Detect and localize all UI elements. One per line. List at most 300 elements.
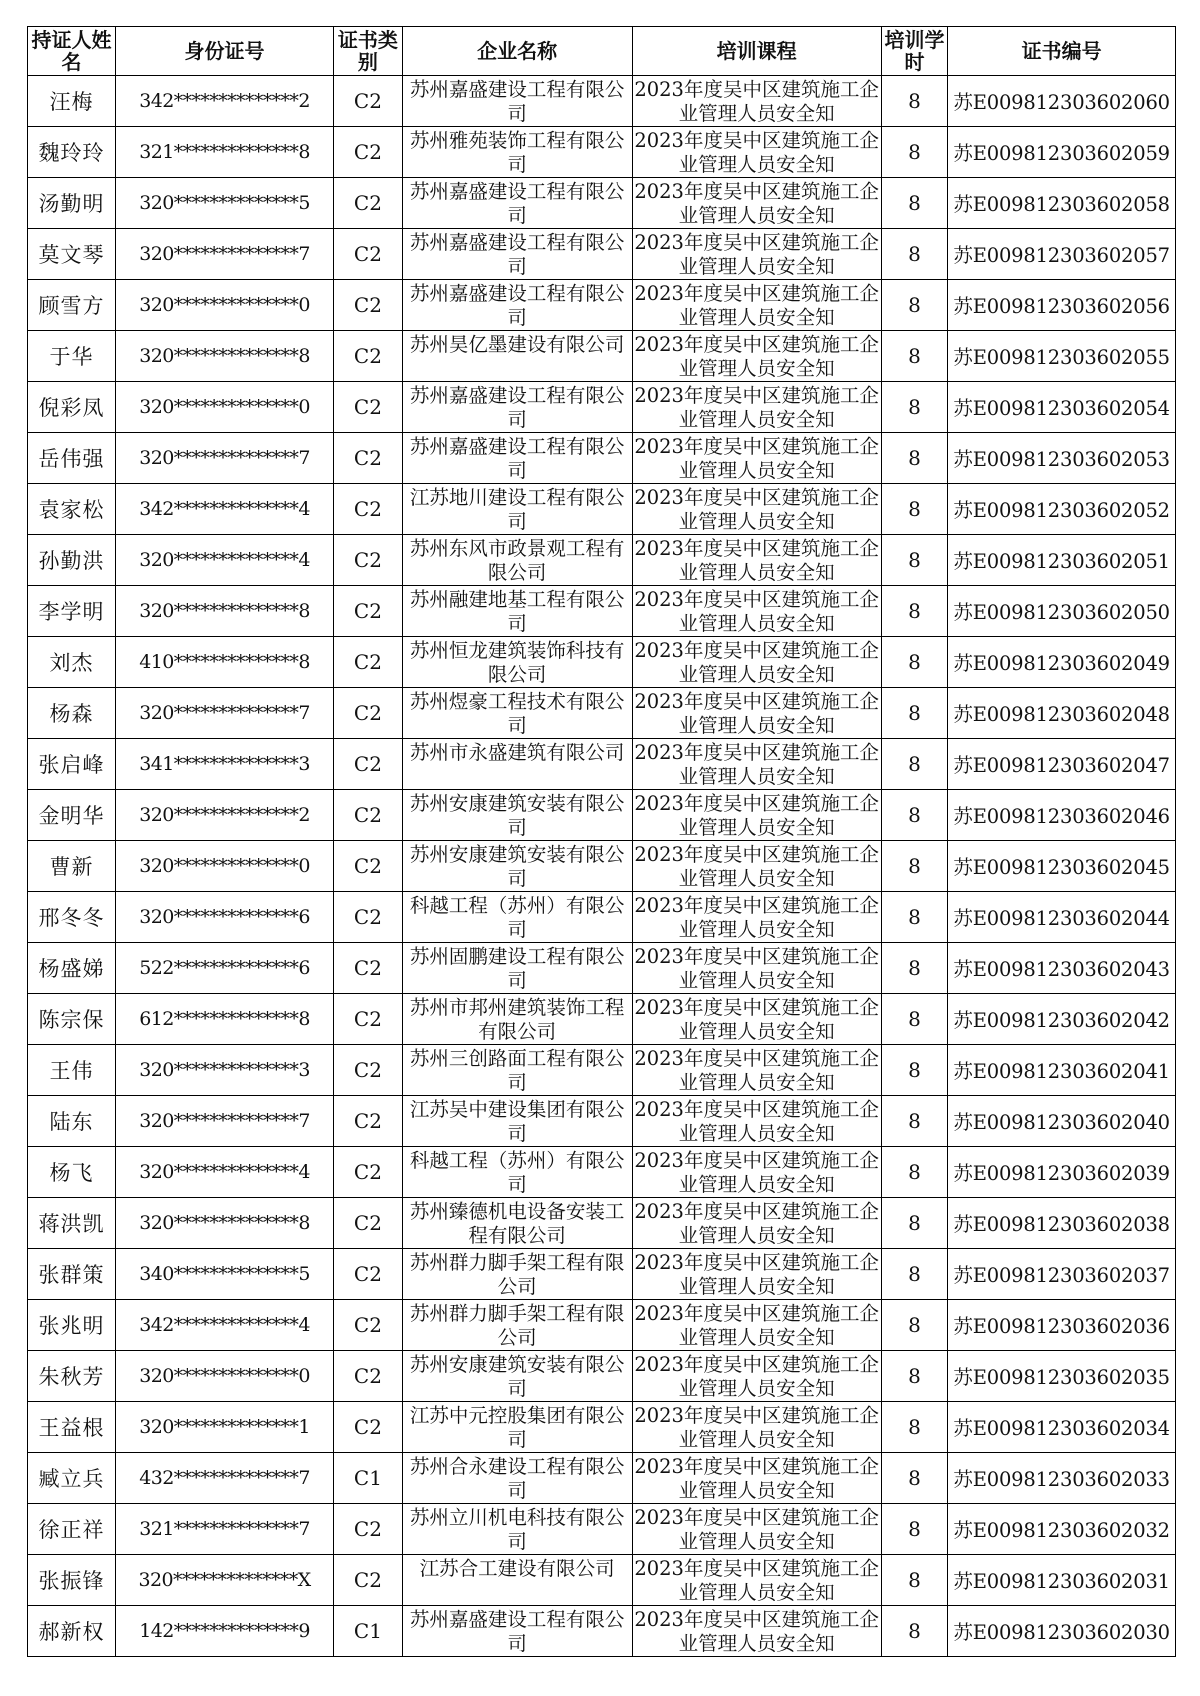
cell-training-course-cell [632,1096,881,1147]
cell-training-course: 2023年度吴中区建筑施工企业管理人员安全知 [634,894,879,941]
header-company-name: 企业名称 [402,27,632,76]
cell-cert-category: C2 [353,803,382,827]
cell-id-number-cell [116,943,334,994]
cell-holder-name-cell [28,1045,116,1096]
cell-cert-category-cell [334,1198,403,1249]
cell-cert-category-cell [334,433,403,484]
cell-training-course: 2023年度吴中区建筑施工企业管理人员安全知 [634,129,879,176]
cell-company-name: 苏州煜豪工程技术有限公司 [409,690,625,737]
cell-holder-name-cell [28,637,116,688]
cell-cert-number-cell [948,331,1176,382]
cell-cert-category: C1 [353,1466,382,1490]
cell-training-hours: 8 [908,395,921,419]
cell-holder-name: 孙勤洪 [38,549,105,573]
header-row [28,27,1176,76]
cell-company-name: 苏州嘉盛建设工程有限公司 [409,1608,625,1655]
cell-cert-category: C2 [353,1568,382,1592]
cell-training-course: 2023年度吴中区建筑施工企业管理人员安全知 [634,180,879,227]
cell-training-hours: 8 [908,1466,921,1490]
cell-id-number: 320**************4 [139,1161,310,1183]
cell-training-hours-cell [881,1147,948,1198]
cell-holder-name-cell [28,892,116,943]
cell-holder-name-cell [28,1249,116,1300]
cell-cert-number-cell [948,1096,1176,1147]
cell-id-number-cell [116,586,334,637]
cell-cert-number: 苏E009812303602045 [953,856,1170,879]
cell-cert-category: C2 [353,1262,382,1286]
cell-training-course-cell [632,841,881,892]
cell-cert-number-cell [948,127,1176,178]
cell-cert-category-cell [334,1351,403,1402]
cell-training-hours-cell [881,739,948,790]
cell-company-name-cell [402,1453,632,1504]
cell-cert-number-cell [948,433,1176,484]
cell-cert-number-cell [948,1045,1176,1096]
cell-holder-name-cell [28,1555,116,1606]
table-row [28,331,1176,382]
cell-id-number-cell [116,1402,334,1453]
cell-cert-number: 苏E009812303602056 [953,295,1170,318]
cell-id-number: 321**************8 [139,141,310,163]
cell-id-number: 320**************8 [139,1212,310,1234]
cell-cert-category-cell [334,127,403,178]
cell-training-hours: 8 [908,701,921,725]
cell-training-hours: 8 [908,650,921,674]
cell-company-name: 苏州立川机电科技有限公司 [409,1506,625,1553]
cell-cert-category: C2 [353,1364,382,1388]
cell-id-number: 320**************4 [139,549,310,571]
cell-company-name: 苏州三创路面工程有限公司 [409,1047,625,1094]
cell-training-hours-cell [881,1249,948,1300]
cell-holder-name-cell [28,1453,116,1504]
cell-id-number: 320**************2 [139,804,310,826]
cell-cert-number-cell [948,943,1176,994]
cell-training-course-cell [632,1249,881,1300]
cell-id-number: 320**************0 [139,855,310,877]
cell-company-name-cell [402,1198,632,1249]
cell-cert-number: 苏E009812303602052 [953,499,1170,522]
cell-company-name: 苏州嘉盛建设工程有限公司 [409,435,625,482]
cell-training-course-cell [632,1300,881,1351]
cell-holder-name: 陆东 [49,1110,94,1134]
table-row [28,943,1176,994]
cell-training-course: 2023年度吴中区建筑施工企业管理人员安全知 [634,333,879,380]
cell-cert-category: C2 [353,1517,382,1541]
table-row [28,739,1176,790]
cell-training-course: 2023年度吴中区建筑施工企业管理人员安全知 [634,843,879,890]
cell-company-name-cell [402,994,632,1045]
cell-holder-name-cell [28,433,116,484]
cell-id-number-cell [116,688,334,739]
cell-id-number-cell [116,127,334,178]
cell-cert-category-cell [334,688,403,739]
cell-id-number: 320**************7 [139,447,310,469]
cell-cert-category: C2 [353,191,382,215]
cell-cert-number: 苏E009812303602059 [953,142,1170,165]
cell-cert-category-cell [334,1504,403,1555]
cell-holder-name: 汤勤明 [38,192,105,216]
cell-company-name: 科越工程（苏州）有限公司 [409,1149,625,1196]
cell-training-hours-cell [881,1606,948,1657]
cell-id-number: 320**************X [138,1569,311,1591]
cell-holder-name: 张兆明 [38,1314,105,1338]
cell-cert-category-cell [334,1555,403,1606]
cell-training-course-cell [632,790,881,841]
cell-holder-name: 金明华 [38,804,105,828]
header-cert-number: 证书编号 [948,27,1176,76]
cell-holder-name: 王益根 [38,1416,105,1440]
cell-id-number: 612**************8 [139,1008,310,1030]
cell-holder-name: 岳伟强 [38,447,105,471]
cell-cert-number: 苏E009812303602043 [953,958,1170,981]
cell-training-course: 2023年度吴中区建筑施工企业管理人员安全知 [634,792,879,839]
cell-cert-category-cell [334,229,403,280]
cell-cert-number-cell [948,841,1176,892]
cell-holder-name-cell [28,1504,116,1555]
cell-cert-number-cell [948,1249,1176,1300]
cell-cert-category: C2 [353,854,382,878]
cell-training-hours: 8 [908,1568,921,1592]
cell-training-course: 2023年度吴中区建筑施工企业管理人员安全知 [634,1557,879,1604]
cell-training-course-cell [632,433,881,484]
table-row [28,178,1176,229]
cell-holder-name-cell [28,1402,116,1453]
cell-cert-category: C1 [353,1619,382,1643]
cell-training-course-cell [632,229,881,280]
cell-holder-name-cell [28,280,116,331]
cell-holder-name: 于华 [49,345,94,369]
header-training-hours: 培训学时 [881,27,948,76]
cell-cert-number: 苏E009812303602039 [953,1162,1170,1185]
cell-company-name-cell [402,382,632,433]
cell-cert-number-cell [948,892,1176,943]
cell-cert-number: 苏E009812303602053 [953,448,1170,471]
cell-holder-name-cell [28,1198,116,1249]
cell-id-number-cell [116,790,334,841]
cell-training-course: 2023年度吴中区建筑施工企业管理人员安全知 [634,639,879,686]
cell-id-number: 342**************4 [139,1314,310,1336]
cell-holder-name: 陈宗保 [38,1008,105,1032]
cell-holder-name: 莫文琴 [38,243,105,267]
cell-training-course-cell [632,1402,881,1453]
cell-training-course-cell [632,1198,881,1249]
cell-training-course: 2023年度吴中区建筑施工企业管理人员安全知 [634,1506,879,1553]
cell-id-number-cell [116,1606,334,1657]
cell-company-name: 苏州融建地基工程有限公司 [409,588,625,635]
cell-training-hours: 8 [908,1109,921,1133]
cell-id-number-cell [116,1045,334,1096]
cell-cert-number: 苏E009812303602030 [953,1621,1170,1644]
cell-company-name-cell [402,1504,632,1555]
table-row [28,1147,1176,1198]
cell-training-course-cell [632,892,881,943]
cell-id-number: 321**************7 [139,1518,310,1540]
cell-cert-number: 苏E009812303602041 [953,1060,1170,1083]
cell-id-number-cell [116,1147,334,1198]
cell-training-course-cell [632,178,881,229]
cell-cert-number: 苏E009812303602060 [953,91,1170,114]
cell-training-course: 2023年度吴中区建筑施工企业管理人员安全知 [634,486,879,533]
cell-cert-number-cell [948,484,1176,535]
table-row [28,994,1176,1045]
cell-company-name-cell [402,1402,632,1453]
cell-company-name-cell [402,331,632,382]
table-row [28,1300,1176,1351]
cell-company-name-cell [402,484,632,535]
cell-cert-category-cell [334,331,403,382]
cell-cert-category-cell [334,841,403,892]
cell-cert-number-cell [948,586,1176,637]
cell-training-hours: 8 [908,344,921,368]
cell-id-number-cell [116,1300,334,1351]
cell-id-number: 320**************7 [139,702,310,724]
table-body [28,76,1176,1657]
cell-training-course: 2023年度吴中区建筑施工企业管理人员安全知 [634,1149,879,1196]
cell-cert-category-cell [334,1045,403,1096]
cell-holder-name-cell [28,739,116,790]
cell-training-course-cell [632,535,881,586]
cell-cert-category: C2 [353,1313,382,1337]
cell-training-hours: 8 [908,1058,921,1082]
cell-training-course: 2023年度吴中区建筑施工企业管理人员安全知 [634,1455,879,1502]
cell-cert-number-cell [948,739,1176,790]
cell-holder-name: 杨盛娣 [38,957,105,981]
table-row [28,1504,1176,1555]
cell-company-name-cell [402,1045,632,1096]
cell-cert-number: 苏E009812303602037 [953,1264,1170,1287]
table-row [28,637,1176,688]
cell-company-name: 苏州市永盛建筑有限公司 [409,741,625,764]
cell-id-number-cell [116,76,334,127]
cell-cert-category-cell [334,994,403,1045]
cell-cert-category-cell [334,943,403,994]
cell-cert-number-cell [948,1147,1176,1198]
cell-cert-number-cell [948,637,1176,688]
table-row [28,1249,1176,1300]
cell-holder-name: 魏玲玲 [38,141,105,165]
cell-company-name: 江苏中元控股集团有限公司 [409,1404,625,1451]
table-row [28,1453,1176,1504]
cell-cert-category-cell [334,739,403,790]
cell-cert-category-cell [334,1606,403,1657]
cell-cert-number: 苏E009812303602044 [953,907,1170,930]
cell-training-hours-cell [881,637,948,688]
cell-cert-category-cell [334,1402,403,1453]
cell-training-hours-cell [881,484,948,535]
cell-holder-name-cell [28,1300,116,1351]
cell-training-course: 2023年度吴中区建筑施工企业管理人员安全知 [634,996,879,1043]
cell-cert-number: 苏E009812303602048 [953,703,1170,726]
cell-cert-category: C2 [353,650,382,674]
cell-company-name: 苏州嘉盛建设工程有限公司 [409,231,625,278]
cell-cert-category: C2 [353,1058,382,1082]
cell-training-course: 2023年度吴中区建筑施工企业管理人员安全知 [634,1404,879,1451]
cell-training-course-cell [632,1606,881,1657]
cell-training-course: 2023年度吴中区建筑施工企业管理人员安全知 [634,1047,879,1094]
cell-training-hours-cell [881,1402,948,1453]
cell-cert-number-cell [948,790,1176,841]
cell-cert-number-cell [948,1300,1176,1351]
cell-holder-name-cell [28,841,116,892]
cell-training-hours-cell [881,382,948,433]
cell-cert-number: 苏E009812303602049 [953,652,1170,675]
cell-training-course: 2023年度吴中区建筑施工企业管理人员安全知 [634,1608,879,1655]
cell-holder-name: 臧立兵 [38,1467,105,1491]
table-row [28,1198,1176,1249]
cell-id-number-cell [116,892,334,943]
cell-cert-category-cell [334,1096,403,1147]
cell-id-number: 340**************5 [139,1263,310,1285]
cell-company-name: 苏州雅苑装饰工程有限公司 [409,129,625,176]
cell-training-hours-cell [881,127,948,178]
cell-cert-number-cell [948,1198,1176,1249]
cell-training-course: 2023年度吴中区建筑施工企业管理人员安全知 [634,384,879,431]
cell-company-name-cell [402,433,632,484]
cell-training-hours: 8 [908,956,921,980]
cell-training-course: 2023年度吴中区建筑施工企业管理人员安全知 [634,1302,879,1349]
cell-cert-category-cell [334,76,403,127]
cell-cert-category-cell [334,382,403,433]
table-row [28,535,1176,586]
cell-company-name-cell [402,943,632,994]
table-header [28,27,1176,76]
cell-id-number: 320**************0 [139,396,310,418]
cell-holder-name: 郝新权 [38,1620,105,1644]
cell-id-number-cell [116,178,334,229]
cell-cert-number-cell [948,382,1176,433]
cell-training-hours: 8 [908,1007,921,1031]
cell-holder-name: 李学明 [38,600,105,624]
cell-training-course-cell [632,331,881,382]
cell-cert-number: 苏E009812303602031 [953,1570,1170,1593]
cell-holder-name-cell [28,229,116,280]
cell-training-hours-cell [881,229,948,280]
cell-holder-name: 顾雪方 [38,294,105,318]
cell-holder-name-cell [28,535,116,586]
cell-cert-category-cell [334,535,403,586]
cell-training-course-cell [632,1351,881,1402]
cell-cert-number-cell [948,1402,1176,1453]
cell-training-hours: 8 [908,293,921,317]
cell-id-number-cell [116,535,334,586]
cell-cert-number: 苏E009812303602046 [953,805,1170,828]
cell-cert-number-cell [948,1606,1176,1657]
cell-holder-name: 张启峰 [38,753,105,777]
cell-cert-category: C2 [353,1211,382,1235]
cell-company-name: 江苏地川建设工程有限公司 [409,486,625,533]
cell-cert-category: C2 [353,905,382,929]
table-row [28,433,1176,484]
cell-id-number-cell [116,1198,334,1249]
cell-training-hours-cell [881,1300,948,1351]
cell-cert-category-cell [334,1300,403,1351]
cell-cert-number-cell [948,688,1176,739]
cell-training-hours: 8 [908,752,921,776]
cell-company-name-cell [402,637,632,688]
cell-id-number: 320**************0 [139,1365,310,1387]
cell-company-name-cell [402,280,632,331]
cell-cert-category-cell [334,484,403,535]
cell-cert-number: 苏E009812303602054 [953,397,1170,420]
table-row [28,1351,1176,1402]
cell-cert-number: 苏E009812303602035 [953,1366,1170,1389]
cell-cert-number-cell [948,178,1176,229]
cell-training-hours: 8 [908,599,921,623]
cell-training-course-cell [632,1045,881,1096]
cell-id-number: 320**************5 [139,192,310,214]
cell-id-number-cell [116,1504,334,1555]
cell-holder-name: 蒋洪凯 [38,1212,105,1236]
cell-training-course: 2023年度吴中区建筑施工企业管理人员安全知 [634,1251,879,1298]
cell-training-course-cell [632,688,881,739]
table-row [28,1555,1176,1606]
cell-cert-number: 苏E009812303602050 [953,601,1170,624]
cell-training-course-cell [632,739,881,790]
cell-cert-category: C2 [353,1007,382,1031]
cell-training-hours-cell [881,331,948,382]
cell-company-name: 江苏合工建设有限公司 [419,1557,615,1580]
table-row [28,841,1176,892]
cell-training-hours: 8 [908,854,921,878]
cell-training-course: 2023年度吴中区建筑施工企业管理人员安全知 [634,78,879,125]
cell-training-course-cell [632,484,881,535]
cell-id-number: 320**************7 [139,243,310,265]
cell-company-name-cell [402,1147,632,1198]
header-id-number: 身份证号 [116,27,334,76]
cell-cert-category: C2 [353,242,382,266]
cell-training-course-cell [632,1504,881,1555]
cell-company-name: 苏州昊亿墨建设有限公司 [409,333,625,356]
header-cert-category: 证书类别 [334,27,403,76]
cell-company-name-cell [402,1096,632,1147]
certificate-roster-table [27,26,1176,1657]
table-row [28,76,1176,127]
cell-id-number-cell [116,229,334,280]
cell-cert-category-cell [334,1453,403,1504]
cell-id-number: 320**************8 [139,345,310,367]
cell-training-hours: 8 [908,1160,921,1184]
cell-training-hours-cell [881,1504,948,1555]
cell-training-course-cell [632,280,881,331]
cell-training-hours: 8 [908,803,921,827]
cell-training-course-cell [632,586,881,637]
cell-id-number-cell [116,1351,334,1402]
cell-company-name-cell [402,586,632,637]
cell-holder-name-cell [28,1096,116,1147]
cell-training-hours-cell [881,1555,948,1606]
cell-company-name: 苏州安康建筑安装有限公司 [409,792,625,839]
cell-cert-number-cell [948,535,1176,586]
cell-company-name: 科越工程（苏州）有限公司 [409,894,625,941]
cell-holder-name-cell [28,1147,116,1198]
cell-holder-name: 刘杰 [49,651,94,675]
cell-training-hours-cell [881,1045,948,1096]
cell-company-name: 苏州安康建筑安装有限公司 [409,843,625,890]
cell-training-hours: 8 [908,905,921,929]
cell-holder-name: 邢冬冬 [38,906,105,930]
table-row [28,1045,1176,1096]
cell-holder-name: 王伟 [49,1059,94,1083]
cell-cert-category: C2 [353,1160,382,1184]
header-training-course: 培训课程 [632,27,881,76]
cell-holder-name-cell [28,484,116,535]
cell-training-hours-cell [881,1351,948,1402]
table-row [28,688,1176,739]
cell-training-course-cell [632,382,881,433]
cell-cert-number: 苏E009812303602051 [953,550,1170,573]
cell-cert-category-cell [334,178,403,229]
cell-cert-number: 苏E009812303602032 [953,1519,1170,1542]
